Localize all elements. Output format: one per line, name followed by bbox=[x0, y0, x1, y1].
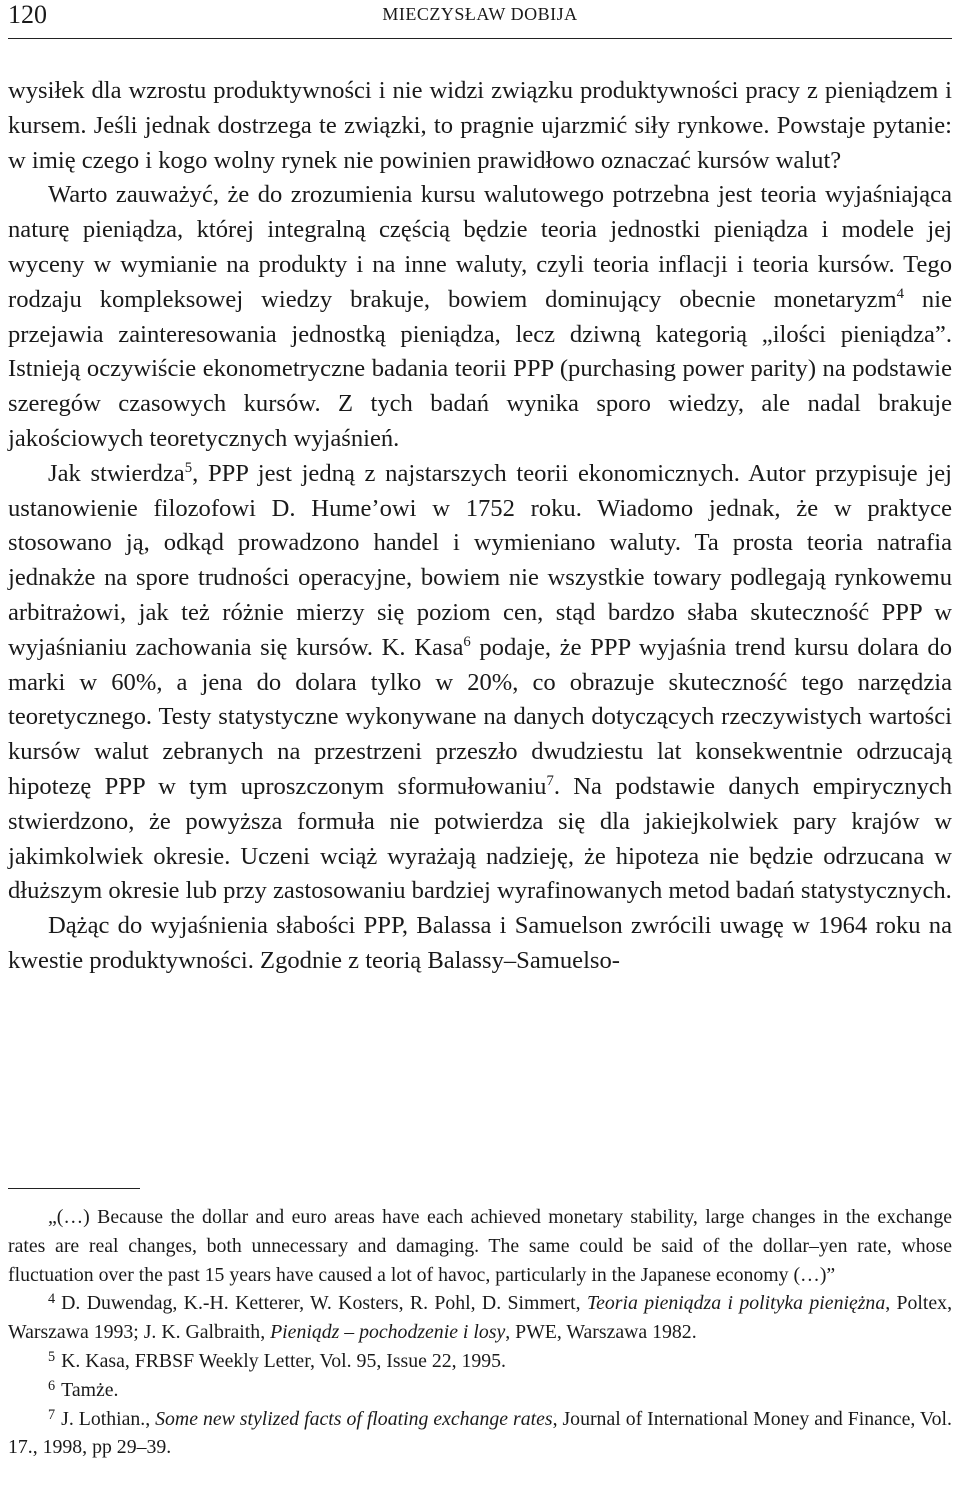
footnote-4-text-a: D. Duwendag, K.-H. Ketterer, W. Kosters, R. Pohl, D. Simmert, bbox=[61, 1292, 587, 1315]
footnote-4-title: Teoria pieniądza i polityka pieniężna bbox=[586, 1292, 886, 1315]
footnote-7-title: Some new stylized facts of floating exchange rates bbox=[155, 1407, 553, 1430]
footnote-6 bbox=[8, 1376, 952, 1405]
footnote-7-text-a: J. Lothian., bbox=[61, 1407, 156, 1430]
paragraph-2-text-b: nie przejawia zainteresowania jednostką pieniądza, lecz dziwną kategorią „ilości pieniądza”. Istnieją oczywiście ekonometryczne badania teorii PPP (purchasing power parity) na podstawie szeregów czasowych kursów. Z tych badań wynika sporo wiedzy, ale nadal brakuje jakościowych teoretycznych wyjaśnień. bbox=[8, 285, 952, 452]
paragraph-3-text-b: , PPP jest jedną z najstarszych teorii ekonomicznych. Autor przypisuje jej ustanowienie filozofowi D. Hume’owi w 1752 roku. Wiadomo jednak, że w praktyce stosowano ją, odkąd prowadzono handel i wymieniano waluty. Ta prosta teoria natrafia jednakże na spore trudności operacyjne, bowiem nie wszystkie towary podlegają rynkowemu arbitrażowi, jak też różnie mierzy się poziom cen, stąd bardzo słaba skuteczność PPP w wyjaśnianiu zachowania się kursów. K. Kasa bbox=[8, 459, 952, 661]
paragraph-3 bbox=[8, 457, 952, 909]
footnote-7-text-b: , Journal of International Money and Finance, Vol. 17., 1998, pp 29–39. bbox=[8, 1407, 952, 1459]
footnote-ref-4[interactable]: 4 bbox=[896, 285, 904, 302]
running-head-author: MIECZYSŁAW DOBIJA bbox=[382, 4, 578, 24]
paragraph-2-text-a: Warto zauważyć, że do zrozumienia kursu walutowego potrzebna jest teoria wyjaśniająca naturę pieniądza, której integralną częścią będzie teoria jednostki pieniądza i modele jej wyceny w wymianie na produkty i na inne waluty, czyli teoria inflacji i teoria kursów. Tego rodzaju kompleksowej wiedzy brakuje, bowiem dominujący obecnie monetaryzm bbox=[8, 181, 952, 313]
footnote-quote bbox=[8, 1203, 952, 1289]
page-number: 120 bbox=[8, 0, 47, 29]
footnote-7-number: 7 bbox=[48, 1406, 56, 1423]
footnotes bbox=[8, 1203, 952, 1462]
paragraph-1 bbox=[8, 74, 952, 178]
footnote-4-text-c: , PWE, Warszawa 1982. bbox=[505, 1321, 697, 1344]
footnote-4-title2: Pieniądz – pochodzenie i losy bbox=[270, 1321, 506, 1344]
paragraph-3-text-c: podaje, że PPP wyjaśnia trend kursu dolara do marki w 60%, a jena do dolara tylko w 20%, co obrazuje skuteczność tego narzędzia teoretycznego. Testy statystyczne wykonywane na danych dotyczących rzeczywistych wartości kursów walut zebranych na przestrzeni przeszło dwudziestu lat konsekwentnie odrzucają hipotezę PPP w tym uproszczonym sformułowaniu bbox=[8, 633, 953, 800]
paragraph-1-text: wysiłek dla wzrostu produktywności i nie widzi związku produktywności pracy z pieniądzem i kursem. Jeśli jednak dostrzega te związki, to pragnie ujarzmić siły rynkowe. Powstaje pytanie: w imię czego i kogo wolny rynek nie powinien prawidłowo oznaczać kursów walut? bbox=[8, 77, 952, 174]
footnote-5 bbox=[8, 1347, 952, 1376]
footnote-ref-5[interactable]: 5 bbox=[184, 459, 193, 476]
footnote-4-text-b: , Poltex, Warszawa 1993; J. K. Galbraith, bbox=[8, 1292, 953, 1344]
paragraph-4-text: Dążąc do wyjaśnienia słabości PPP, Balassa i Samuelson zwrócili uwagę w 1964 roku na kwestie produktywności. Zgodnie z teorią Balassy–Samuelso- bbox=[8, 912, 952, 974]
footnote-6-number: 6 bbox=[48, 1377, 56, 1394]
footnote-6-text: Tamże. bbox=[61, 1378, 119, 1401]
main-text bbox=[8, 74, 952, 979]
paragraph-3-text-a: Jak stwierdza bbox=[48, 459, 185, 487]
footnote-5-text: K. Kasa, FRBSF Weekly Letter, Vol. 95, Issue 22, 1995. bbox=[61, 1349, 507, 1372]
footnote-ref-6[interactable]: 6 bbox=[463, 633, 471, 650]
footnote-separator bbox=[8, 1188, 140, 1189]
paragraph-4 bbox=[8, 909, 952, 979]
paragraph-2 bbox=[8, 178, 952, 456]
footnote-7 bbox=[8, 1405, 952, 1463]
footnote-4 bbox=[8, 1289, 952, 1347]
footnote-5-number: 5 bbox=[48, 1349, 56, 1365]
footnote-quote-text: „(…) Because the dollar and euro areas have each achieved monetary stability, large changes in the exchange rates are real changes, both unnecessary and damaging. The same could be said of the dollar–yen rate, whose fluctuation over the past 15 years have caused a lot of havoc, particularly in the Japanese economy (…)” bbox=[8, 1206, 952, 1286]
paragraph-3-text-d: . Na podstawie danych empirycznych stwierdzono, że powyższa formuła nie potwierdza się dla jakiejkolwiek pary krajów w jakimkolwiek okresie. Uczeni wciąż wyrażają nadzieję, że hipoteza nie będzie odrzucana w dłuższym okresie lub przy zastosowaniu bardziej wyrafinowanych metod badań statystycznych. bbox=[8, 772, 953, 905]
footnote-4-number: 4 bbox=[48, 1291, 56, 1308]
footnote-ref-7[interactable]: 7 bbox=[546, 773, 554, 790]
page-header bbox=[8, 0, 952, 39]
